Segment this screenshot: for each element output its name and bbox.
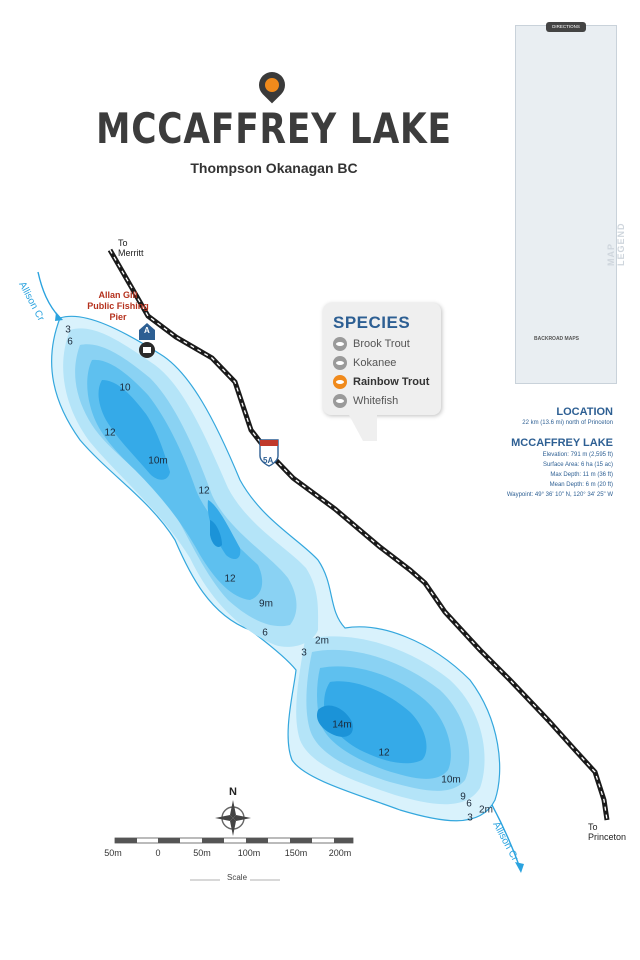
depth-label: 2m xyxy=(315,635,329,647)
access-label: A xyxy=(144,326,150,335)
scale-tick-label: 50m xyxy=(104,848,122,858)
scale-tick-label: 150m xyxy=(284,848,308,858)
lake-info-mean-depth: Mean Depth: 6 m (20 ft) xyxy=(549,482,613,488)
pier-label: Allan Gill Public Fishing Pier xyxy=(87,290,149,322)
to-merritt-label: To Merritt xyxy=(118,238,144,258)
creek-label-north: Allison Cr xyxy=(16,280,47,323)
scale-tick-label: 200m xyxy=(328,848,352,858)
backroad-maps-label: BACKROAD MAPS xyxy=(534,336,579,342)
depth-label: 3 xyxy=(65,324,71,336)
pier-icon xyxy=(139,342,155,358)
scale-title: Scale xyxy=(227,873,248,882)
compass-rose xyxy=(215,800,251,836)
depth-label: 3 xyxy=(301,647,307,659)
to-princeton-label: To Princeton xyxy=(588,822,627,842)
depth-label: 9 xyxy=(460,791,466,803)
depth-label: 2m xyxy=(479,804,493,816)
depth-label: 14m xyxy=(332,719,352,731)
depth-label: 6 xyxy=(466,798,472,810)
depth-label: 12 xyxy=(104,427,116,439)
page-title: MCCAFFREY LAKE xyxy=(96,104,452,153)
depth-label: 9m xyxy=(259,598,273,610)
highway-label: 5A xyxy=(263,456,274,465)
depth-label: 10m xyxy=(148,455,168,467)
scale-tick-label: 100m xyxy=(237,848,261,858)
depth-label: 6 xyxy=(262,627,268,639)
species-item-highlight: Rainbow Trout xyxy=(333,374,429,390)
fish-icon xyxy=(333,394,347,408)
map-sidebar xyxy=(515,24,626,384)
depth-label: 3 xyxy=(467,812,473,824)
depth-label: 10 xyxy=(119,382,131,394)
directions-heading: DIRECTIONS xyxy=(546,22,586,32)
location-text: 22 km (13.6 mi) north of Princeton xyxy=(522,420,613,426)
depth-label: 10m xyxy=(441,774,461,786)
lake-info-area: Surface Area: 6 ha (15 ac) xyxy=(542,462,613,468)
scale-tick-label: 50m xyxy=(193,848,211,858)
depth-label: 6 xyxy=(67,336,73,348)
depth-label: 12 xyxy=(378,747,390,759)
location-heading: LOCATION xyxy=(556,406,613,418)
lake-info-heading: MCCAFFREY LAKE xyxy=(511,437,613,449)
creek-label-south: Allison Cr xyxy=(490,820,521,863)
lake-info-elevation: Elevation: 791 m (2,595 ft) xyxy=(542,452,613,458)
depth-label: 12 xyxy=(224,573,236,585)
species-panel xyxy=(323,303,441,415)
species-item: Brook Trout xyxy=(333,336,410,352)
species-item: Kokanee xyxy=(333,355,396,371)
lake-info-waypoint: Waypoint: 49° 36' 10" N, 120° 34' 25" W xyxy=(506,492,613,498)
creek-north-arrow xyxy=(55,312,63,321)
scale-tick-label: 0 xyxy=(155,848,161,858)
compass-north-label: N xyxy=(229,786,237,798)
fish-icon xyxy=(333,375,347,389)
page-subtitle: Thompson Okanagan BC xyxy=(190,160,358,176)
fish-icon xyxy=(333,356,347,370)
species-item: Whitefish xyxy=(333,393,398,409)
fish-icon xyxy=(333,337,347,351)
creek-south-arrow xyxy=(515,862,524,873)
species-heading: SPECIES xyxy=(333,313,411,332)
depth-label: 12 xyxy=(198,485,210,497)
lake-info-max-depth: Max Depth: 11 m (36 ft) xyxy=(550,472,613,478)
map-legend-label: MAP LEGEND xyxy=(606,222,626,266)
